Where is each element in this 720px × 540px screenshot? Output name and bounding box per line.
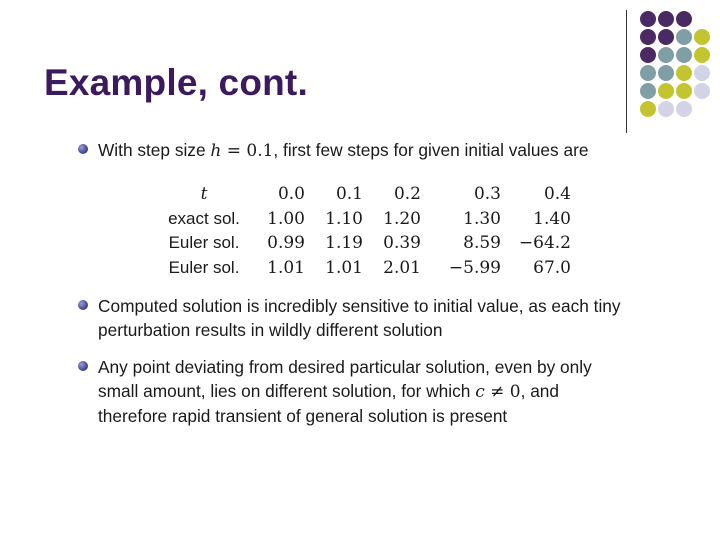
- table-cell: 1.01: [267, 257, 305, 278]
- dot-purple: [640, 29, 656, 45]
- table-cell: −64.2: [518, 233, 571, 253]
- dot-purple: [676, 11, 692, 27]
- bullet-text: Any point deviating from desired particular solution, even by only small amount, lies on different solution, for which c ≠ 0, and therefore rapid transient of general solution is present: [98, 357, 592, 426]
- dot-purple: [640, 11, 656, 27]
- row-label: Euler sol.: [168, 257, 240, 277]
- dot-lavender: [658, 101, 674, 117]
- dot-olive: [694, 29, 710, 45]
- table-header-cell: 0.0: [277, 184, 305, 204]
- dot-lavender: [676, 101, 692, 117]
- table-cell: 1.40: [533, 208, 571, 229]
- dot-olive: [658, 83, 674, 99]
- table-cell: 1.00: [267, 208, 305, 229]
- table-cell: 2.01: [383, 257, 421, 278]
- table-header-row: [158, 182, 571, 207]
- decorative-divider-line: [626, 10, 627, 133]
- decorative-dot-grid: [638, 11, 720, 121]
- table-cell: 0.39: [383, 233, 421, 253]
- bullet-marker: [78, 361, 88, 371]
- dot-teal: [640, 65, 656, 81]
- dot-teal: [658, 65, 674, 81]
- dot-teal: [676, 47, 692, 63]
- dot-olive: [676, 83, 692, 99]
- table-cell: 1.20: [383, 208, 421, 229]
- row-label: exact sol.: [168, 208, 240, 228]
- table-cell: 0.99: [267, 233, 305, 253]
- table-row: [158, 231, 571, 256]
- table-cell: 1.30: [463, 208, 501, 229]
- table-cell: 1.01: [325, 257, 363, 278]
- table-header-cell: 0.2: [393, 184, 421, 204]
- dot-purple: [658, 11, 674, 27]
- dot-purple: [658, 29, 674, 45]
- bullet-marker: [78, 144, 88, 154]
- table-row: [158, 207, 571, 232]
- dot-lavender: [694, 83, 710, 99]
- table-header-cell: 0.4: [543, 184, 571, 204]
- dot-teal: [658, 47, 674, 63]
- dot-purple: [640, 47, 656, 63]
- table-row: [158, 256, 571, 281]
- row-label: Euler sol.: [168, 233, 240, 252]
- slide-title: Example, cont.: [44, 62, 308, 103]
- dot-teal: [676, 29, 692, 45]
- table-header-cell: 0.1: [335, 184, 363, 204]
- dot-olive: [676, 65, 692, 81]
- bullet-marker: [78, 300, 88, 310]
- dot-olive: [640, 101, 656, 117]
- table-cell: −5.99: [448, 257, 501, 278]
- table-cell: 1.10: [325, 208, 363, 229]
- table-cell: 1.19: [325, 233, 363, 253]
- dot-lavender: [694, 65, 710, 81]
- euler-results-table: [158, 182, 571, 280]
- dot-teal: [640, 83, 656, 99]
- table-cell: 8.59: [463, 233, 501, 253]
- bullet-text: Computed solution is incredibly sensitive to initial value, as each tiny perturbation results in wildly different solution: [98, 296, 621, 340]
- table-cell: 67.0: [533, 257, 571, 278]
- table-header-cell: 0.3: [473, 184, 501, 204]
- bullet-text: With step size h = 0.1, first few steps for given initial values are: [98, 140, 589, 161]
- dot-olive: [694, 47, 710, 63]
- table-header-label: t: [200, 184, 208, 204]
